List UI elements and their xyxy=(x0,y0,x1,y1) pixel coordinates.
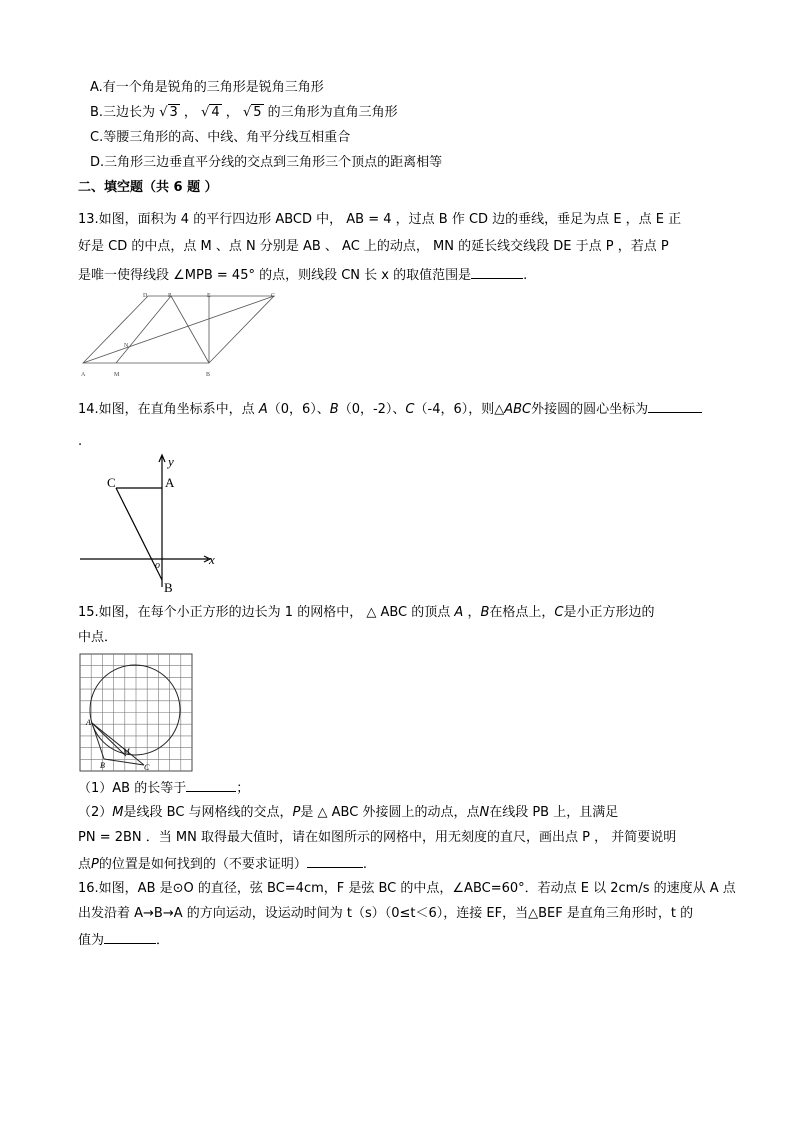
q15-line-2: 中点． xyxy=(78,630,118,645)
q13-line-1: 13.如图，面积为 4 的平行四边形 ABCD 中， AB = 4 ，过点 B 作 CD 边的垂线，垂足为点 E ，点 E 正 xyxy=(78,212,682,227)
q12-option-b xyxy=(90,103,398,123)
q14-coordinate-figure xyxy=(78,452,228,598)
label-a: A xyxy=(165,475,175,490)
sqrt-3: √ 3 xyxy=(159,105,178,120)
q16-line-1: 16.如图，AB 是⊙O 的直径，弦 BC=4cm，F 是弦 BC 的中点，∠ABC=60°．若动点 E 以 2cm/s 的速度从 A 点 xyxy=(78,881,736,896)
separator: ， xyxy=(225,105,239,120)
q16-line-2: 出发沿着 A→B→A 的方向运动，设运动时间为 t（s）（0≤t＜6），连接 EF，当△BEF 是直角三角形时，t 的 xyxy=(78,906,694,921)
label-b: B xyxy=(164,580,173,595)
q15-part-2-line-1: （2）M是线段 BC 与网格线的交点，P是 △ ABC 外接圆上的动点，点N在线段 PB 上，且满足 xyxy=(78,805,619,820)
label-p: P xyxy=(168,293,172,299)
answer-blank[interactable] xyxy=(186,777,236,792)
q12-option-d: D.三角形三边垂直平分线的交点到三角形三个顶点的距离相等 xyxy=(90,155,443,170)
q12-option-c: C.等腰三角形的高、中线、角平分线互相重合 xyxy=(90,130,351,145)
label-y: y xyxy=(168,454,174,469)
label-c: C xyxy=(107,475,116,490)
sqrt-5: √ 5 xyxy=(242,105,262,120)
answer-blank[interactable] xyxy=(471,264,523,279)
q15-grid-figure xyxy=(78,652,198,774)
separator: ， xyxy=(183,105,197,120)
q13-line-2: 好是 CD 的中点，点 M 、点 N 分别是 AB 、 AC 上的动点， MN 的延长线交线段 DE 于点 P ，若点 P xyxy=(78,239,669,254)
label-a: A xyxy=(81,372,86,378)
answer-blank[interactable] xyxy=(104,929,156,944)
label-m: M xyxy=(114,372,120,378)
label-b: B xyxy=(206,372,211,378)
answer-blank[interactable] xyxy=(648,398,702,413)
segment-pb xyxy=(171,296,209,363)
q12-option-b-suffix: 的三角形为直角三角形 xyxy=(267,105,398,120)
label-d: D xyxy=(143,293,148,299)
period: . xyxy=(523,268,528,283)
q13-line-3 xyxy=(78,264,527,286)
label-a: A xyxy=(86,718,91,727)
label-e: E xyxy=(207,293,211,299)
label-c: C xyxy=(271,293,276,299)
q14-period: . xyxy=(78,434,83,449)
label-c: C xyxy=(144,763,150,772)
section-title: 二、填空题（共 6 题 ） xyxy=(78,180,218,195)
label-b: B xyxy=(100,761,105,770)
label-x: x xyxy=(209,552,215,567)
sqrt-4: √ 4 xyxy=(201,105,220,120)
q15-part-2-line-3: 点P的位置是如何找到的（不要求证明） . xyxy=(78,853,367,875)
answer-blank[interactable] xyxy=(307,853,363,868)
label-m: M xyxy=(123,747,130,756)
label-origin: o xyxy=(155,560,160,571)
q12-option-a: A.有一个角是锐角的三角形是锐角三角形 xyxy=(90,80,324,95)
diagonal-ac xyxy=(83,296,274,363)
q15-part-2-line-2: PN = 2BN ．当 MN 取得最大值时，请在如图所示的网格中，用无刻度的直尺，画出点 P ， 并简要说明 xyxy=(78,830,677,845)
q15-line-1: 15.如图，在每个小正方形的边长为 1 的网格中， △ ABC 的顶点 A ，B在格点上，C是小正方形边的 xyxy=(78,605,655,620)
q16-line-3: 值为 ． xyxy=(78,929,169,951)
q14-line-1: 14.如图，在直角坐标系中，点 A（0，6）、B（0，-2）、C（-4，6），则△ABC外接圆的圆心坐标为 xyxy=(78,398,702,420)
q13-line-3-text: 是唯一使得线段 ∠MPB = 45° 的点，则线段 CN 长 x 的取值范围是 xyxy=(78,268,472,283)
segment-mp xyxy=(116,296,171,363)
q12-option-b-prefix: B.三边长为 xyxy=(90,105,156,120)
label-n: N xyxy=(124,343,129,349)
q15-part-1: （1）AB 的长等于 ； xyxy=(78,777,249,799)
q13-parallelogram-figure xyxy=(78,290,288,382)
